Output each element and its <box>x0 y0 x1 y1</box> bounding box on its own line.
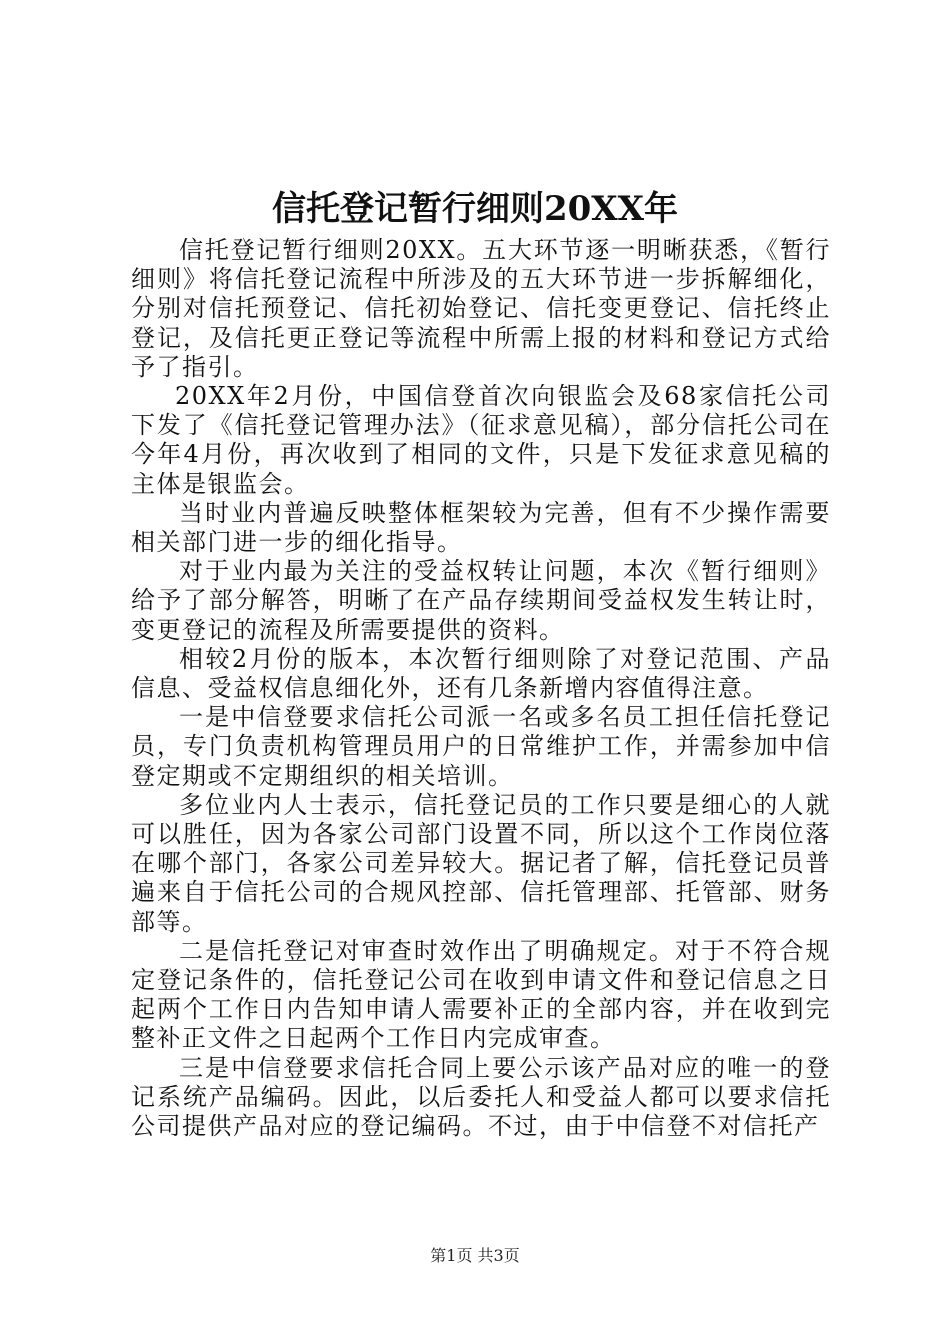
paragraph-7: 多位业内人士表示，信托登记员的工作只要是细心的人就可以胜任，因为各家公司部门设置不同，所以这个工作岗位落在哪个部门，各家公司差异较大。据记者了解，信托登记员普遍来自于信托公司的合规风控部、信托管理部、托管部、财务部等。 <box>131 790 831 936</box>
document-title: 信托登记暂行细则20XX年 <box>271 189 679 229</box>
paragraph-3: 当时业内普遍反映整体框架较为完善，但有不少操作需要相关部门进一步的细化指导。 <box>131 498 831 557</box>
paragraph-6: 一是中信登要求信托公司派一名或多名员工担任信托登记员，专门负责机构管理员用户的日常维护工作，并需参加中信登定期或不定期组织的相关培训。 <box>131 703 831 790</box>
paragraph-5: 相较2月份的版本，本次暂行细则除了对登记范围、产品信息、受益权信息细化外，还有几条新增内容值得注意。 <box>131 644 831 703</box>
page-number-footer: 第1页 共3页 <box>430 1246 520 1265</box>
document-body <box>131 236 831 1141</box>
paragraph-2: 20XX年2月份，中国信登首次向银监会及68家信托公司下发了《信托登记管理办法》（征求意见稿），部分信托公司在今年4月份，再次收到了相同的文件，只是下发征求意见稿的主体是银监会。 <box>131 382 831 498</box>
paragraph-1: 信托登记暂行细则20XX。五大环节逐一明晰获悉，《暂行细则》将信托登记流程中所涉及的五大环节进一步拆解细化，分别对信托预登记、信托初始登记、信托变更登记、信托终止登记，及信托更正登记等流程中所需上报的材料和登记方式给予了指引。 <box>131 236 831 381</box>
paragraph-9: 三是中信登要求信托合同上要公示该产品对应的唯一的登记系统产品编码。因此，以后委托人和受益人都可以要求信托公司提供产品对应的登记编码。不过，由于中信登不对信托产 <box>131 1053 831 1141</box>
paragraph-4: 对于业内最为关注的受益权转让问题，本次《暂行细则》给予了部分解答，明晰了在产品存续期间受益权发生转让时，变更登记的流程及所需要提供的资料。 <box>131 557 831 644</box>
paragraph-8: 二是信托登记对审查时效作出了明确规定。对于不符合规定登记条件的，信托登记公司在收到申请文件和登记信息之日起两个工作日内告知申请人需要补正的全部内容，并在收到完整补正文件之日起两个工作日内完成审查。 <box>131 936 831 1053</box>
